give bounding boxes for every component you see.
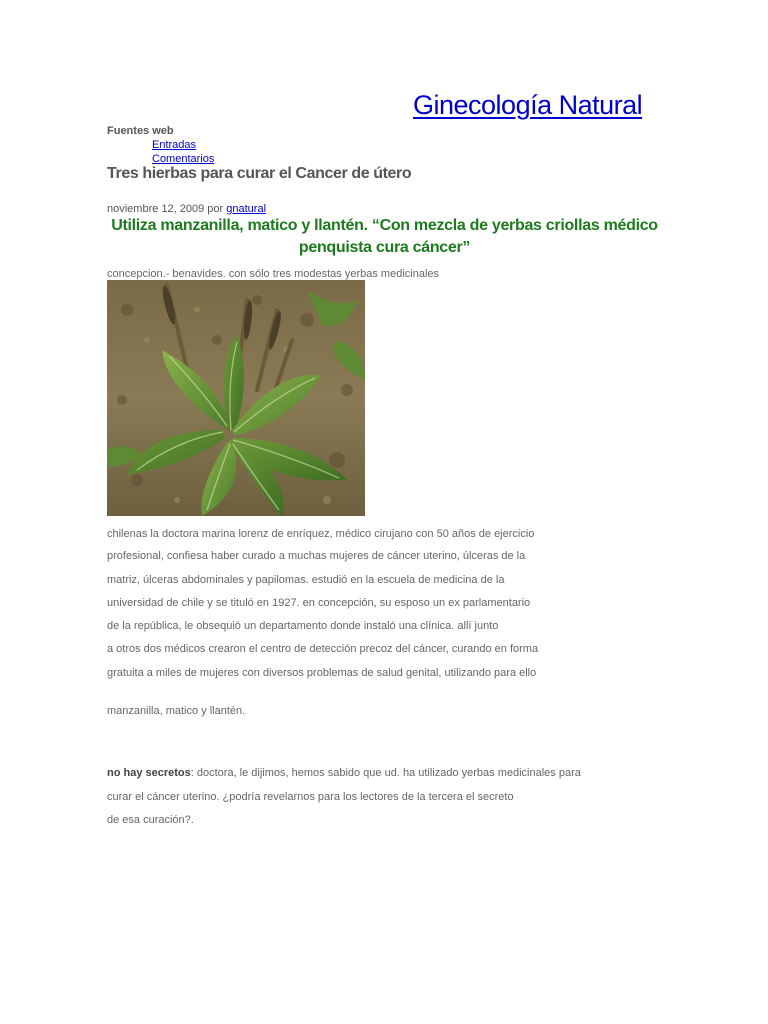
post-headline [107,215,662,259]
feed-link-entries[interactable]: Entradas [152,139,197,151]
qa-bold-label: no hay secretos [107,767,191,779]
post-title: Tres hierbas para curar el Cancer de útero [107,165,412,182]
body-line-4: universidad de chile y se tituló en 1927. en concepción, su esposo un ex parlamentario [107,597,531,609]
qa-line-3: de esa curación?. [107,814,194,826]
post-date: noviembre 12, 2009 [107,203,205,215]
byline-by: por [207,203,224,215]
site-title-link[interactable]: Ginecología Natural [413,90,643,120]
body-line-3: matriz, úlceras abdominales y papilomas. estudió en la escuela de medicina de la [107,574,505,586]
plantain-plant-image [107,280,365,516]
body-line-5: de la república, le obsequió un departamento donde instaló una clínica. allí junto [107,620,499,632]
body-line-7: gratuita a miles de mujeres con diversos problemas de salud genital, utilizando para ello [107,667,537,679]
body-line-1: chilenas la doctora marina lorenz de enríquez, médico cirujano con 50 años de ejercicio [107,528,535,540]
post-byline [107,203,266,215]
feeds-label: Fuentes web [107,125,174,137]
body-line-2: profesional, confiesa haber curado a muchas mujeres de cáncer uterino, úlceras de la [107,550,526,562]
herbs-line: manzanilla, matico y llantén. [107,705,246,717]
intro-text: concepcion.- benavides. con sólo tres modestas yerbas medicinales [107,268,440,280]
qa-line-1 [107,767,581,779]
body-line-6: a otros dos médicos crearon el centro de detección precoz del cáncer, curando en forma [107,643,539,655]
qa-line-2: curar el cáncer uterino. ¿podría revelarnos para los lectores de la tercera el secreto [107,791,514,803]
author-link[interactable]: gnatural [226,203,267,215]
feed-link-comments[interactable]: Comentarios [152,153,215,165]
qa-line-1-text: : doctora, le dijimos, hemos sabido que ud. ha utilizado yerbas medicinales para [190,767,581,779]
headline-line-1: Utiliza manzanilla, matico y llantén. “Con mezcla de yerbas criollas médico [111,217,658,234]
headline-line-2: penquista cura cáncer” [298,239,471,256]
